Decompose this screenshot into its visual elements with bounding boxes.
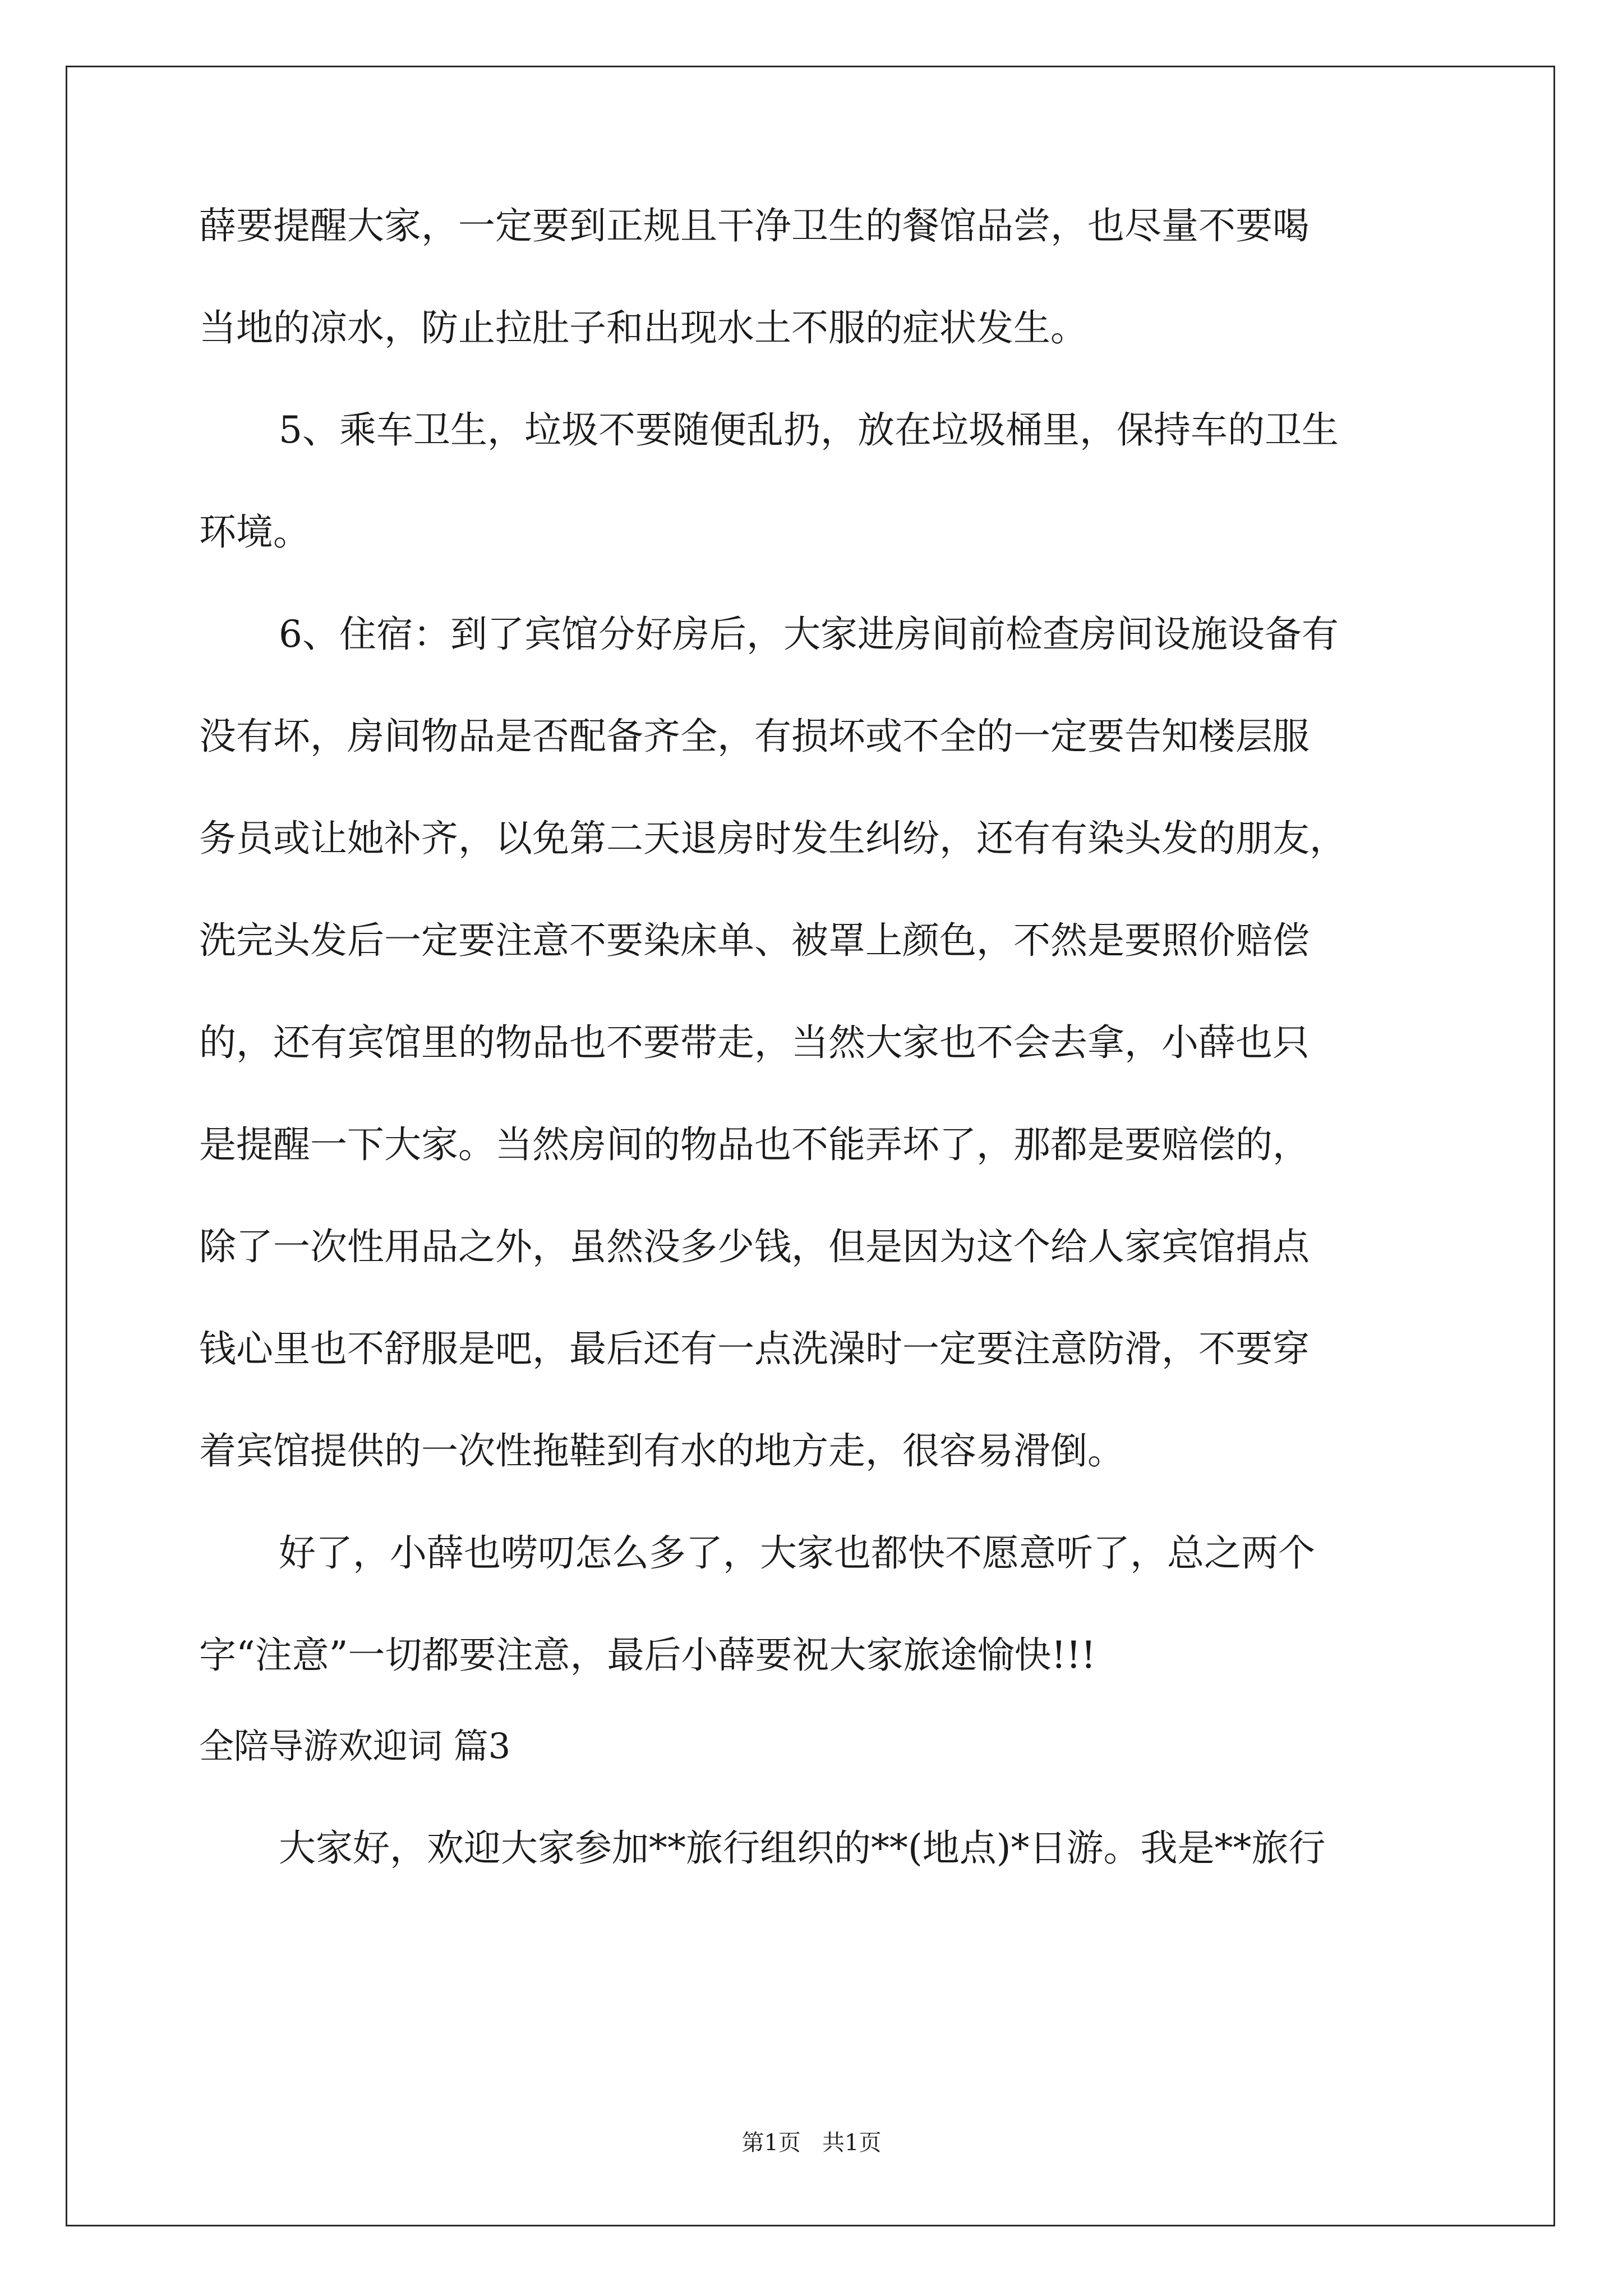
- section-heading: 全陪导游欢迎词 篇3: [199, 1726, 511, 1766]
- paragraph-line: 5、乘车卫生，垃圾不要随便乱扔，放在垃圾桶里，保持车的卫生: [279, 408, 1339, 452]
- paragraph-line: 好了，小薛也唠叨怎么多了，大家也都快不愿意听了，总之两个: [279, 1531, 1315, 1575]
- page-footer: 第1页 共1页: [741, 2130, 882, 2156]
- paragraph-line: 环境。: [199, 510, 310, 554]
- paragraph-line: 没有坏，房间物品是否配备齐全，有损坏或不全的一定要告知楼层服: [199, 715, 1310, 758]
- paragraph-line: 务员或让她补齐，以免第二天退房时发生纠纷，还有有染头发的朋友，: [199, 817, 1347, 860]
- paragraph-line: 洗完头发后一定要注意不要染床单、被罩上颜色，不然是要照价赔偿: [199, 919, 1310, 962]
- paragraph-line: 是提醒一下大家。当然房间的物品也不能弄坏了，那都是要赔偿的，: [199, 1123, 1310, 1166]
- paragraph-line: 钱心里也不舒服是吧，最后还有一点洗澡时一定要注意防滑，不要穿: [199, 1327, 1310, 1370]
- paragraph-line: 着宾馆提供的一次性拖鞋到有水的地方走，很容易滑倒。: [199, 1429, 1124, 1473]
- paragraph-line: 6、住宿：到了宾馆分好房后，大家进房间前检查房间设施设备有: [279, 613, 1339, 656]
- paragraph-line: 薛要提醒大家，一定要到正规且干净卫生的餐馆品尝，也尽量不要喝: [199, 204, 1310, 247]
- paragraph-line: 大家好，欢迎大家参加**旅行组织的**(地点)*日游。我是**旅行: [279, 1826, 1326, 1870]
- paragraph-line: 除了一次性用品之外，虽然没多少钱，但是因为这个给人家宾馆捐点: [199, 1225, 1310, 1268]
- paragraph-line: 的，还有宾馆里的物品也不要带走，当然大家也不会去拿，小薛也只: [199, 1021, 1310, 1064]
- paragraph-line: 当地的凉水，防止拉肚子和出现水土不服的症状发生。: [199, 306, 1087, 349]
- paragraph-line: 字“注意”一切都要注意，最后小薛要祝大家旅途愉快!!!: [199, 1634, 1096, 1677]
